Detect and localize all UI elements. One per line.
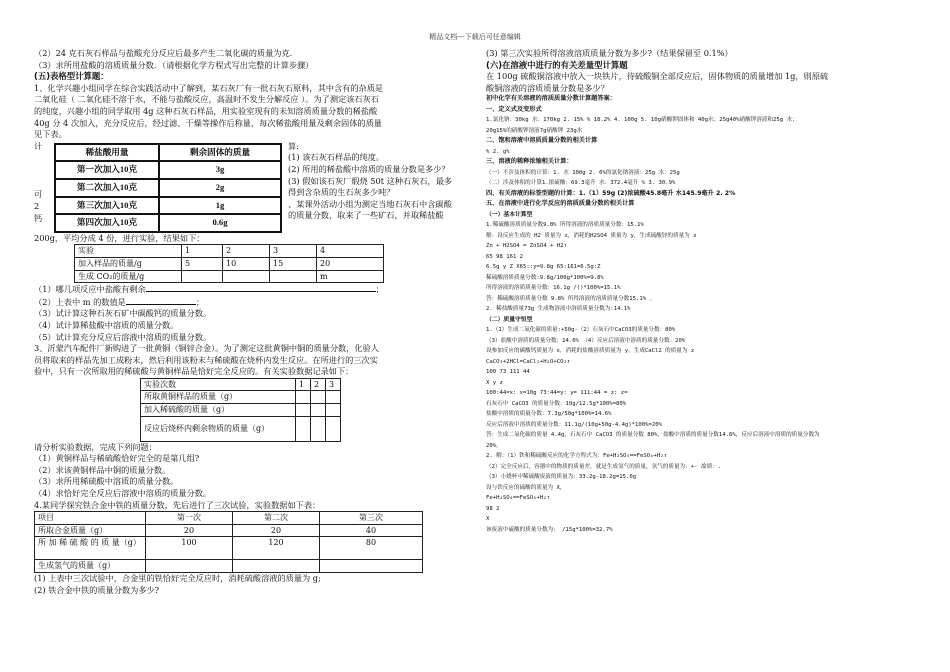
- answer-line: 1.（1）生成二氧化碳的质量:+50g-（2）石灰石中CaCO3的质量分数：80%: [486, 327, 676, 334]
- text-line: 200g，平均分成 4 份，进行实验，结果如下：: [34, 232, 205, 243]
- text-line: （1）黄铜样品与稀硫酸恰好完全的是第几组?: [34, 453, 200, 464]
- table-header-row: [55, 144, 281, 162]
- table-row: [55, 214, 281, 232]
- margin-char: 钙: [34, 212, 43, 223]
- text-line: （2）上表中 m 的数值是 ；: [34, 296, 205, 307]
- table-cell: 第二次加入10克: [55, 179, 159, 197]
- answer-blank: [126, 296, 196, 305]
- table-cell: 所取黄铜样品的质量（g）: [141, 391, 296, 404]
- answer-line: 20g15%的硝酸钾溶液7g硝酸钾 23g水: [486, 127, 583, 134]
- table-cell: 0.6g: [159, 214, 281, 232]
- section-heading: (五)表格型计算题：: [34, 71, 109, 82]
- table-row: [55, 197, 281, 215]
- table-cell: 100: [146, 537, 233, 560]
- table-cell: 3g: [159, 161, 281, 179]
- table-row: [35, 524, 423, 537]
- table-cell: [270, 270, 317, 283]
- text-line: （4）试计算稀盐酸中溶质的质量分数。: [34, 319, 179, 330]
- table-cell: 3: [326, 378, 341, 391]
- answer-line: CaCO₃+2HCl=CaCl₂+H₂O+CO₂↑: [486, 358, 571, 365]
- text-line: （3）试计算这种石灰石矿中碳酸钙的质量分数。: [34, 308, 212, 319]
- table-row: [141, 378, 341, 391]
- table-cell: 反应后烧杯内剩余物质的质量（g）: [141, 416, 296, 441]
- text-line: (2) 所用的稀盐酸中溶质的质量分数是多少？: [288, 163, 450, 174]
- table-cell: 第一次加入10克: [55, 161, 159, 179]
- limestone-table: [54, 143, 282, 233]
- table-row: [55, 179, 281, 197]
- text-line: (2) 铁合金中铁的质量分数为多少?: [34, 584, 160, 595]
- table-cell: 所取合金质量（g）: [35, 524, 146, 537]
- table-cell: 1: [296, 378, 311, 391]
- table-cell: 20: [317, 257, 384, 270]
- table-row: [75, 270, 384, 283]
- answer-heading: 一、定义式及变形式: [486, 105, 542, 113]
- table-cell: 生成氢气的质量（g）: [35, 560, 146, 573]
- answer-line: 6.5g y Z X65::y=9.8g 65:161=6.5g:Z: [486, 264, 601, 271]
- answer-line: 100 73 111 44: [486, 369, 530, 376]
- table-row: [75, 257, 384, 270]
- answer-line: 反应后溶液中溶质的质量分数：11.1g/(10g+50g-4.4g)*100%=20%: [486, 421, 662, 428]
- table-cell: 120: [233, 537, 320, 560]
- answer-heading: （二）质量守恒型: [486, 316, 533, 323]
- text-line: 算:: [288, 140, 299, 151]
- table-cell: 实验: [75, 245, 182, 258]
- table-cell: 项目: [35, 512, 146, 525]
- answer-heading: 四、有关溶液的标签型题的计算：1.（1）59g (2)浓硫酸45.8毫升 水145.9毫升 2. 2%: [486, 189, 736, 197]
- text-line: （2）求该黄铜样品中铜的质量分数。: [34, 464, 171, 475]
- table-cell: 20: [233, 524, 320, 537]
- text-line: 40g 分 4 次加入，充分反应后，经过滤、干燥等操作后称量，每次稀盐酸用量及剩余固体的质量: [34, 117, 382, 128]
- answer-heading: （一）基本计算型: [486, 211, 533, 218]
- text-line: 见下表。: [34, 129, 67, 140]
- table-cell: m: [317, 270, 384, 283]
- table-cell: 2: [223, 245, 270, 258]
- table-row: [55, 161, 281, 179]
- table-cell: 第三次加入10克: [55, 197, 159, 215]
- answer-line: 设参加反应的碳酸钙质量为 x，消耗的盐酸溶质质量为 y，生成CaCl2 的质量为 z: [486, 348, 695, 355]
- question-side-text: [288, 141, 452, 233]
- answer-line: 设与铁反应的硫酸的质量为 X，: [486, 484, 566, 491]
- table-cell: [223, 270, 270, 283]
- answer-line: 65 98 161 2: [486, 253, 524, 260]
- text-line: 二氧化硅（ 二氧化硅不溶于水，不能与盐酸反应，高温时不发生分解反应 ）。为了测定该石灰石: [34, 94, 379, 105]
- text-line: 请分析实验数据，完成下列问题：: [34, 441, 157, 452]
- answer-line: 稀硫酸溶质质量分数:9.8g/100g*100%=9.8%: [486, 274, 604, 281]
- text-line: （1）哪几项反应中盐酸有剩余 ；: [34, 284, 384, 295]
- text-line: （3）求所用盐酸的溶质质量分数．（请根据化学方程式写出完整的计算步骤）: [34, 59, 314, 70]
- table-row: [141, 416, 341, 441]
- left-column: [34, 48, 462, 596]
- table-cell: 15: [270, 257, 317, 270]
- answer-line: 1.稀硫酸溶质质量分数9.8% 所得溶液的溶质质量分数：15.1%: [486, 222, 644, 229]
- text-line: （4）求恰好完全反应后溶液中溶质的质量分数。: [34, 488, 212, 499]
- answer-line: X y z: [486, 379, 503, 386]
- table-cell: [182, 270, 223, 283]
- table-row: [35, 537, 423, 560]
- answer-line: 100:44=x: x=10g 73:44=y: y= 111:44 = z: z=: [486, 390, 628, 397]
- text-line: (3) 假如该石灰厂煅烧 50t 这种石灰石，最多: [288, 175, 453, 186]
- answer-line: 2. 稀盐酸质量73g 生成物溶液中溶质质量分数为:14.1%: [486, 306, 631, 313]
- answer-line: 20%。: [486, 442, 502, 449]
- table-cell: 所 加 稀 硫 酸 的 质 量（g）: [35, 537, 146, 560]
- text-line: (3) 第三次实验所得溶液溶质质量分数为多少?（结果保留至 0.1%）: [486, 48, 733, 58]
- margin-char: 2: [34, 200, 40, 211]
- answer-heading: 二、饱和溶液中溶质质量分数的相关计算: [486, 137, 598, 145]
- table-header-cell: 稀盐酸用量: [55, 144, 159, 162]
- answer-line: 所得溶液的溶质质量分数：16.1g /()*100%=15.1%: [486, 285, 621, 292]
- table-row: [141, 391, 341, 404]
- answer-line: 答：生成二氧化碳的质量 4.4g，石灰石中 CaCO3 的质量分数 80%，盐酸中溶质的质量分数14.6%，反应后溶液中溶质的质量分数为: [486, 432, 820, 439]
- table-cell: 1g: [159, 197, 281, 215]
- answer-line: Zn + H2SO4 = ZnSO4 + H2↑: [486, 243, 567, 250]
- answer-line: （2）完全反应后，容器中的物质的质量差，就是生成氢气的质量，氢气的质量为：+- 故填：.: [486, 463, 721, 470]
- table-cell: 4: [317, 245, 384, 258]
- answer-line: 石灰石中 CaCO3 的质量分数：10g/12.5g*100%=80%: [486, 400, 627, 407]
- text-line: 3、沂蒙汽车配件厂新购进了一批黄铜（铜锌合金）。为了测定这批黄铜中铜的质量分数，化验人: [34, 343, 379, 354]
- table-cell: 第三次: [320, 512, 423, 525]
- text-line: 员将取来的样品先加工成粉末，然后利用该粉末与稀硫酸在烧杯内发生反应。在所进行的三次实: [34, 354, 378, 365]
- table-cell: 加入样品的质量/g: [75, 257, 182, 270]
- answer-heading: 五、在溶液中进行化学反应的溶质质量分数的相关计算: [486, 200, 635, 208]
- answer-heading: 初中化学有关溶液的溶质质量分数计算题答案：: [486, 95, 616, 103]
- answer-line: 98 2: [486, 505, 500, 512]
- text-line: 酸铜溶液的溶质质量分数是多少？: [486, 82, 609, 93]
- answer-line: （二）涉及体积的计算1.浓硫酸：69.3毫升 水：372.4毫升 % 3. 30.9%: [486, 180, 676, 187]
- table-cell: 3: [270, 245, 317, 258]
- table-cell: 80: [320, 537, 423, 560]
- text-line: (1) 上表中三次试验中，合金里的铁恰好完全反应时，消耗硫酸溶液的质量为 g;: [34, 573, 321, 583]
- table-cell: 第一次: [146, 512, 233, 525]
- margin-char: 计: [34, 140, 43, 151]
- answer-line: 该废液中硫酸的质量分数为： /15g*100%=32.7%: [486, 526, 613, 533]
- answer-line: （3）盐酸中溶质的质量分数：14.6% （4）反应后溶液中溶质的质量分数：20%: [486, 337, 686, 344]
- table-cell: 实验次数: [141, 378, 296, 391]
- answer-line: 2. 解：（1）铁和稀硫酸反应的化学方程式为：Fe+H₂SO₄==FeSO₄+H₂↑: [486, 453, 667, 460]
- answer-blank: [146, 283, 376, 292]
- answer-line: （一）不涉及体积的计算：1. 水 100g 2. 6%的氯化钠溶液：25g 水：25g: [486, 169, 680, 176]
- text-line: 的质量分数，取来了一些矿石，并取稀盐酸: [288, 210, 444, 221]
- text-line: （5）试计算充分反应后溶液中溶质的质量分数。: [34, 331, 212, 342]
- table-cell: 40: [320, 524, 423, 537]
- text-line: 4.某同学探究铁合金中铁的质量分数，先后进行了三次试验，实验数据如下表：: [34, 499, 321, 510]
- answer-line: （3）小烧杯中稀硫酸废液的质量为：33.2g-18.2g=15.0g: [486, 474, 637, 481]
- table-cell: 5: [182, 257, 223, 270]
- table-cell: 第四次加入10克: [55, 214, 159, 232]
- answer-heading: 三、溶液的稀释浓缩相关计算：: [486, 158, 573, 166]
- table-row: [35, 512, 423, 525]
- answer-line: Fe+H₂SO₄==FeSO₄+H₂↑: [486, 495, 550, 502]
- page-header: 精品文档---下载后可任意编辑: [429, 33, 521, 41]
- section-heading: (六)在溶液中进行的有关差量型计算题: [486, 59, 628, 70]
- table-header-cell: 剩余固体的质量: [159, 144, 281, 162]
- text-line: （2）24 克石灰石样品与盐酸充分反应后最多产生二氧化碳的质量为克.: [34, 48, 293, 58]
- answer-line: 1.氯化钠：30kg 水：170kg 2. 15% % 18.2% 4. 100g 5. 10g硝酸钾固体和 40g水；25g40%硝酸钾溶液和25g 水；: [486, 117, 798, 124]
- brass-table: [140, 378, 341, 442]
- table-cell: 20: [146, 524, 233, 537]
- text-line: 在 100g 硫酸铜溶液中放入一块铁片，待硫酸铜全部反应后，固体物质的质量增加 1g，则原硫: [486, 71, 829, 82]
- answer-line: X: [486, 516, 490, 523]
- table-cell: 10: [223, 257, 270, 270]
- table-cell: 2: [311, 378, 326, 391]
- answer-line: 盐酸中溶质的质量分数：7.3g/50g*100%=14.6%: [486, 411, 612, 418]
- right-column: [486, 48, 918, 535]
- answer-key: [486, 94, 918, 535]
- table-cell: 第二次: [233, 512, 320, 525]
- table-cell: 1: [182, 245, 223, 258]
- text-line: 的纯度，兴趣小组的同学取用 4g 这种石灰石样品，用实验室现有的未知溶质质量分数的稀盐酸: [34, 105, 378, 116]
- table-row: [141, 404, 341, 417]
- margin-char: 可: [34, 188, 43, 199]
- table1-block: [34, 141, 462, 233]
- text-line: 得到含杂质的生石灰多少吨？: [288, 187, 395, 198]
- answer-line: 答：稀硫酸溶质质量分数 9.8% 所得溶液的溶质质量分数15.1% 。: [486, 295, 656, 302]
- table-cell: 加入稀硫酸的质量（g）: [141, 404, 296, 417]
- text-line: 1、化学兴趣小组同学在综合实践活动中了解到，某石灰厂有一批石灰石原料，其中含有的杂质是: [34, 82, 384, 93]
- table-row: [75, 245, 384, 258]
- text-line: （3）求所用稀硫酸中溶质的质量分数。: [34, 476, 179, 487]
- experiment-table: [74, 244, 384, 283]
- table-cell: 生成 CO₂的质量/g: [75, 270, 182, 283]
- iron-alloy-table: [34, 511, 423, 573]
- table-cell: 2g: [159, 179, 281, 197]
- text-line: (1) 该石灰石样品的纯度。: [288, 152, 385, 163]
- text-line: 验中，只有一次所取用的稀硫酸与黄铜样品是恰好完全反应的。有关实验数据记录如下：: [34, 366, 354, 377]
- table-row: [35, 560, 423, 573]
- answer-line: % 2. g%: [486, 148, 510, 155]
- answer-line: 解：设反应生成的 H2 质量为 x，消耗的H2SO4 质量为 y，生成硫酸锌的质量为 z: [486, 232, 697, 239]
- text-line: 、某课外活动小组为测定当地石灰石中含碳酸: [288, 198, 452, 209]
